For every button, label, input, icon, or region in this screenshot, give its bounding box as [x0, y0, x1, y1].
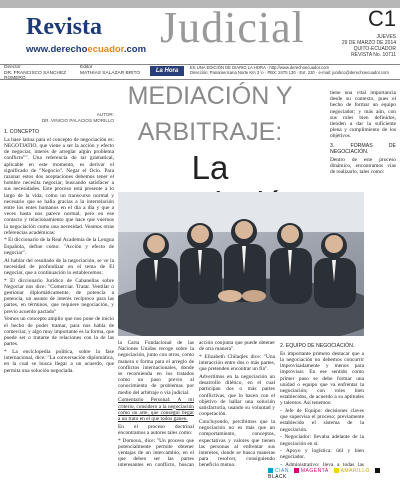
editor-credit: [80, 65, 148, 76]
amarillo-swatch: [334, 468, 339, 473]
section-code: C1: [368, 6, 397, 31]
col4-paragraph: - Negociador: llevaba adelante de la negociación en sí.: [280, 434, 364, 447]
swatch-label: MAGENTA: [300, 468, 329, 474]
col4-paragraph: Es importante primero destacar que a la negociación no debemos concurrir improvisadamente y menos para improvisar. En ese sentido como primer paso se debe formar una unidad o equipo que va enfrentar la negociación; con roles bien establecidos, de acuerdo a su aptitudes y talentos. Así tenemos:: [280, 350, 364, 407]
black-swatch: [375, 468, 380, 473]
col3-paragraph: acción conjunta que puede obtener de otra manera".: [199, 340, 275, 353]
col2-paragraph: En el proceso doctrinal encontramos a autores tales como:: [118, 423, 194, 436]
col4-paragraph: - Administrativo: lleva a todas las: [280, 462, 364, 468]
swatch-label: CIAN: [275, 468, 289, 474]
col2-paragraph: Comentario Personal: A mi criterio, considero a la negociación como un arte, que conseguí llegar a un trato en el que todos ganen.: [118, 397, 194, 422]
editor-name: MATHIAS SALAZAR BRITO: [80, 70, 141, 76]
city-label: QUITO-ECUADOR: [353, 46, 396, 52]
director-credit: [4, 65, 74, 82]
col5-spacer: [368, 192, 398, 194]
swatch-label: AMARILLO: [340, 468, 370, 474]
col1-heading: 1. CONCEPTO: [4, 129, 40, 135]
logo-url-prefix: www.derecho: [26, 44, 88, 55]
cian-swatch: [268, 468, 273, 473]
logo-url: [26, 44, 146, 55]
masthead-date-block: [330, 34, 396, 58]
col1-paragraph: Vemos un concepto amplio que nos pone de inicio el hecho de poder tramar, para nos habla de comerciar, y algo muy importante es la forma, que puede ser o tratarse de relaciones con la de las partes.: [4, 316, 114, 348]
article-column-3: [199, 340, 275, 468]
swatch-label: BLACK: [268, 474, 287, 480]
col1-paragraph: * El diccionario de la Real Academia de la Lengua Española, define como: "Acción y efecto de negociar".: [4, 237, 114, 256]
logo-url-highlight: ecuador: [87, 44, 124, 55]
article-column-2: [118, 340, 194, 468]
col5-paragraph: tiene una vital importancia desde su contexto, pues el hecho de formar un equipo negociador; y más aún, con sus roles bien definidos, tienden a dar la suficiente plena y cumplimiento de los objetivos.: [330, 90, 396, 140]
col2-paragraph: la Carta Fundacional de las Naciones Unidas recoge sobre la negociación, junto con otros, como manera o forma para el arreglo de conflictos internacionales, donde se recomienda en los tratados como un paso previo al conocimiento de problemas por medio del arbitraje o vía judicial.: [118, 340, 194, 396]
la-hora-logo: La Hora: [150, 66, 184, 76]
color-swatches: [268, 468, 400, 480]
date-label: 29 DE MARZO DE 2014: [341, 40, 396, 46]
logo-revista: Revista: [26, 14, 102, 40]
col3-paragraph: Advertimos en la negociación un desarrollo dilético, en el cual participan dos o más partes conflictivas, que lo hacen con el objetivo de hallar una solución satisfactoria, usando su voluntad y cooperación.: [199, 374, 275, 418]
logo-url-suffix: .com: [123, 44, 147, 55]
col1-paragraph: * El diccionario Jurídico de Cabanellas sobre Negociar nos dice: "Comerciar. Tratar. Ventilar o gestionar diplomáticamente, de potencia a potencia, un asunto de interés recíproco para las partes, en términos, que requiere negociación, y previo acuerdo pactado": [4, 277, 114, 315]
col5-heading: 3. FORMAS DE NEGOCIACIÓN.: [330, 142, 396, 155]
business-meeting-photo: [118, 192, 364, 336]
contact-block: [190, 65, 396, 75]
contact-line-2: Dirección: Panamericana Norte Km 3 ½ · PBX: 2475 130 · Ext. 220 · e-mail: juridico@derechoecuador.com: [190, 70, 389, 75]
article-column-1: [4, 126, 114, 468]
col1-paragraph: La base latina para el concepto de negociación es: NEGOTIATIO, que viene a ser la acción y efecto de negociar, interés de arreglar algún problema conflicto"". Una referencia de tal gramatical, aplicable en este momento, es derivar el significado de "Negocio". Negar el Ocio. Para razonar estos dos aceptaciones debemos tener el hombre necesita negociar, buscando satisfacer a sus necesidades. Este proceso está presente a lo largo de la vida, como un transcurso normal y necesario que se halla gracias a la interrelación entre los entes humanos en el día a día y que a veces hasta nos parece normal, pero en ese contacto y relacionamiento que hace que vuernos la negociación como una necesidad. Veamos otras referencias académicas:: [4, 136, 114, 236]
col1-paragraph: Al hablar del resultado de la negociación, se ve la necesidad de profundizar en el tema de El negociar, que a continuación lo establecemos:: [4, 257, 114, 276]
col5-paragraph: Dentro de este proceso dinámico, encontramos vías de realizarlo, tales como:: [330, 156, 396, 175]
col3-paragraph: * Elizabeth Chilaqles dice: "Una interacción entre dos o más partes, que pretenden encontrar un fin".: [199, 353, 275, 373]
author-name: DR. VINICIO PALACIOS MORILLO: [41, 117, 114, 123]
contact-line-1: ES UNA EDICIÓN DE DIARIO LA HORA - http://www.derechoecuador.com: [190, 65, 329, 70]
day-label: JUEVES: [376, 34, 396, 40]
issue-label: REVISTA No. 10711: [351, 52, 396, 58]
col1-paragraph: * La enciclopedia política, sobre la fase internacional, dice: "La conversación diplomática, en la cual se busca llegar a un acuerdo, que permita una solución negociada.: [4, 348, 114, 374]
director-label: Director: [4, 65, 21, 70]
article-column-4: [280, 340, 364, 468]
byline: [36, 112, 114, 123]
magenta-swatch: [294, 468, 299, 473]
article-column-5-top: [330, 90, 396, 190]
title-line-1: MEDIACIÓN Y: [127, 82, 293, 110]
photo-illustration: [118, 192, 364, 336]
col5-divider: [330, 186, 396, 188]
author-label: AUTOR:: [96, 112, 114, 117]
col3-paragraph: Concluyendo, percibimos que la negociación no es más que un comportamiento, conceptos, expectativas y valores que tienen las personas al enfrentar sus intereses, donde se busca maneras para resolver, consiguiendo beneficio mutuo.: [199, 418, 275, 468]
title-line-2: ARBITRAJE:: [137, 118, 283, 146]
col4-paragraph: - Jefe de Equipo: decisiones claves que supervisa el proceso; previamente establecido el sistema de la negociación.: [280, 408, 364, 433]
editor-label: Editor: [80, 65, 93, 70]
col4-paragraph: - Apoyo y logística: útil y bien negociador.: [280, 448, 364, 461]
title-line-3: La: [191, 149, 229, 186]
director-name: DR. FRANCISCO SÁNCHEZ ROMERO: [4, 70, 67, 82]
col2-paragraph: * Domoux, dice: "Un proceso que potencialmente permite obtener ventajas de un intercambio, en el que deben ser las partes interesantes en conflicto, buscan: [118, 437, 194, 468]
logo-judicial: Judicial: [160, 3, 305, 52]
col4-heading: 2. EQUIPO DE NEGOCIACIÓN.: [280, 343, 355, 349]
